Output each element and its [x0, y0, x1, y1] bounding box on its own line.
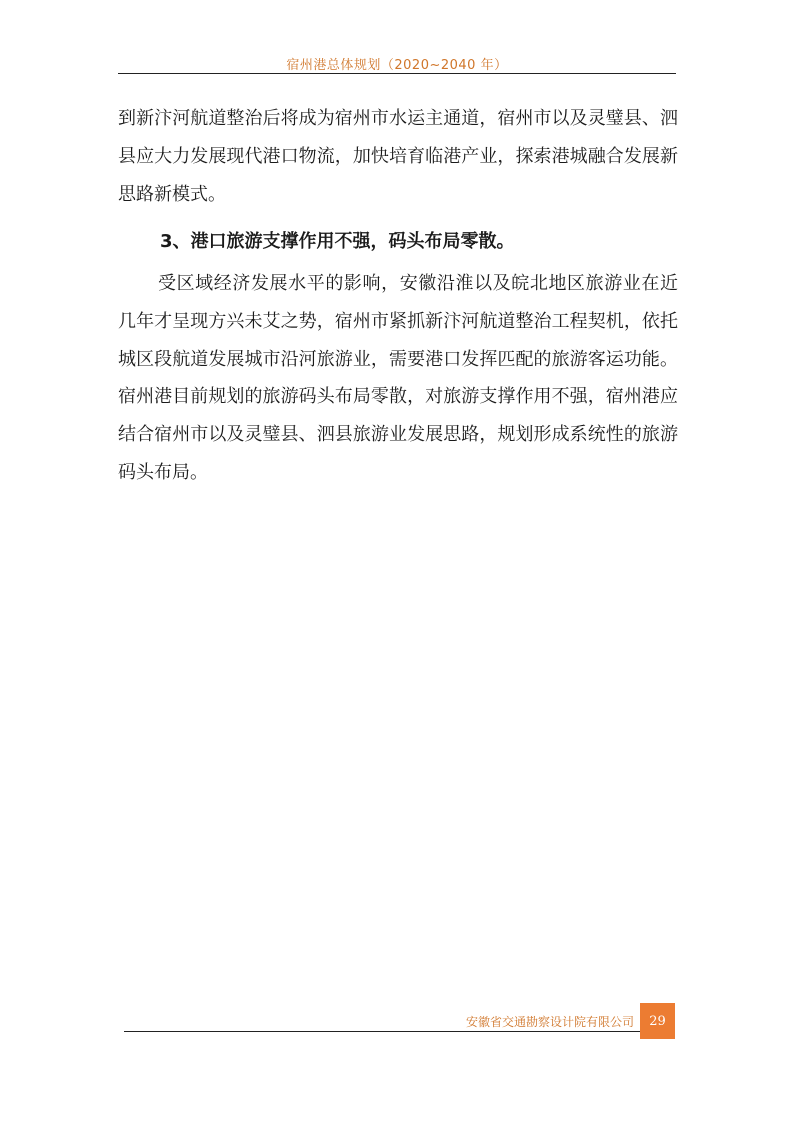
header-divider	[118, 73, 676, 74]
paragraph-2: 受区域经济发展水平的影响，安徽沿淮以及皖北地区旅游业在近几年才呈现方兴未艾之势，宿州市紧抓新汴河航道整治工程契机，依托城区段航道发展城市沿河旅游业，需要港口发挥匹配的旅游客运功能。宿州港目前规划的旅游码头布局零散，对旅游支撑作用不强，宿州港应结合宿州市以及灵璧县、泗县旅游业发展思路，规划形成系统性的旅游码头布局。	[118, 273, 678, 483]
header-title: 宿州港总体规划（2020~2040 年）	[286, 58, 508, 73]
section-heading-3: 3、港口旅游支撑作用不强，码头布局零散。	[160, 231, 515, 252]
footer-company: 安徽省交通勘察设计院有限公司	[465, 1015, 634, 1029]
page-number: 29	[640, 1003, 675, 1039]
paragraph-1: 到新汴河航道整治后将成为宿州市水运主通道，宿州市以及灵璧县、泗县应大力发展现代港口物流，加快培育临港产业，探索港城融合发展新思路新模式。	[118, 108, 678, 205]
footer-divider	[124, 1031, 640, 1032]
